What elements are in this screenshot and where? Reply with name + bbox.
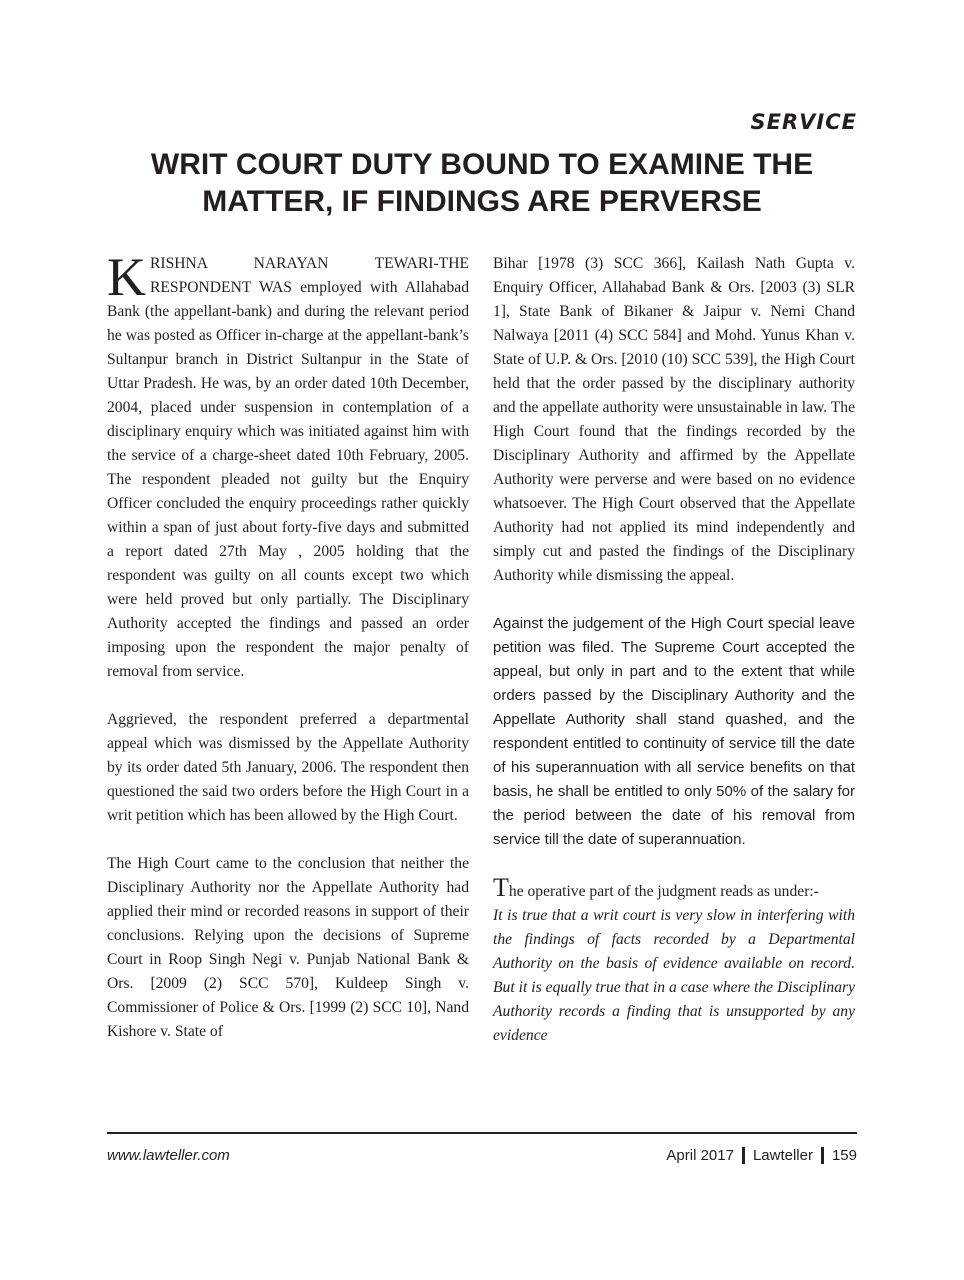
paragraph: The High Court came to the conclusion that neither the Disciplinary Authority nor the Appellate Authority had applied their mind or recorded reasons in support of their conclusions. Relying upon the decisions of Supreme Court in Roop Singh Negi v. Punjab National Bank & Ors. [2009 (2) SCC 570], Kuldeep Singh v. Commissioner of Police & Ors. [1999 (2) SCC 10], Nand Kishore v. State of	[107, 855, 469, 1040]
paragraph	[493, 873, 855, 904]
footer-website: www.lawteller.com	[107, 1147, 230, 1164]
footer-publication: Lawteller	[752, 1147, 813, 1164]
judgment-quote: It is true that a writ court is very slow in interfering with the findings of facts recorded by a Departmental Authority on the basis of evidence available on record. But it is equally true that in a case where the Disciplinary Authority records a finding that is unsupported by any evidence	[493, 907, 855, 1044]
paragraph: Aggrieved, the respondent preferred a departmental appeal which was dismissed by the Appellate Authority by its order dated 5th January, 2006. The respondent then questioned the said two orders before the High Court in a writ petition which has been allowed by the High Court.	[107, 711, 469, 824]
drop-cap: K	[107, 247, 146, 307]
article-title	[100, 146, 864, 220]
right-column	[493, 252, 855, 1072]
paragraph-text: he operative part of the judgment reads as under:-	[508, 883, 819, 900]
left-column	[107, 247, 469, 1068]
footer-info	[666, 1147, 857, 1164]
paragraph	[107, 247, 469, 684]
paragraph: Bihar [1978 (3) SCC 366], Kailash Nath Gupta v. Enquiry Officer, Allahabad Bank & Ors. [2003 (3) SLR 1], State Bank of Bikaner & Jaipur v. Nemi Chand Nalwaya [2011 (4) SCC 584] and Mohd. Yunus Khan v. State of U.P. & Ors. [2010 (10) SCC 539], the High Court held that the order passed by the disciplinary authority and the appellate authority were unsustainable in law. The High Court found that the findings recorded by the Disciplinary Authority and affirmed by the Appellate Authority were perverse and were based on no evidence whatsoever. The High Court observed that the Appellate Authority had not applied its mind independently and simply cut and pasted the findings of the Disciplinary Authority while dismissing the appeal.	[493, 255, 855, 584]
section-label: SERVICE	[750, 110, 857, 134]
title-line-2: MATTER, IF FINDINGS ARE PERVERSE	[202, 185, 762, 218]
divider-bar	[821, 1147, 824, 1164]
divider-bar	[742, 1147, 745, 1164]
footer-divider	[107, 1132, 857, 1134]
large-initial: T	[493, 873, 509, 902]
footer-date: April 2017	[666, 1147, 734, 1164]
page-number: 159	[831, 1147, 857, 1164]
paragraph: Against the judgement of the High Court special leave petition was filed. The Supreme Court accepted the appeal, but only in part and to the extent that while orders passed by the Disciplinary Authority and the Appellate Authority shall stand quashed, and the respondent entitled to continuity of service till the date of his superannuation with all service benefits on that basis, he shall be entitled to only 50% of the salary for the period between the date of his removal from service till the date of superannuation.	[493, 615, 855, 848]
title-line-1: WRIT COURT DUTY BOUND TO EXAMINE THE	[150, 148, 814, 181]
paragraph-text: RISHNA NARAYAN TEWARI-THE RESPONDENT WAS employed with Allahabad Bank (the appellant-bank) and during the relevant period he was posted as Officer in-charge at the appellant-bank’s Sultanpur branch in District Sultanpur in the State of Uttar Pradesh. He was, by an order dated 10th December, 2004, placed under suspension in contemplation of a disciplinary enquiry which was initiated against him with the service of a charge-sheet dated 10th February, 2005. The respondent pleaded not guilty but the Enquiry Officer concluded the enquiry proceedings rather quickly within a span of just about forty-five days and submitted a report dated 27th May , 2005 holding that the respondent was guilty on all counts except two which were held proved but only partially. The Disciplinary Authority accepted the findings and passed an order imposing upon the respondent the major penalty of removal from service.	[107, 255, 469, 680]
